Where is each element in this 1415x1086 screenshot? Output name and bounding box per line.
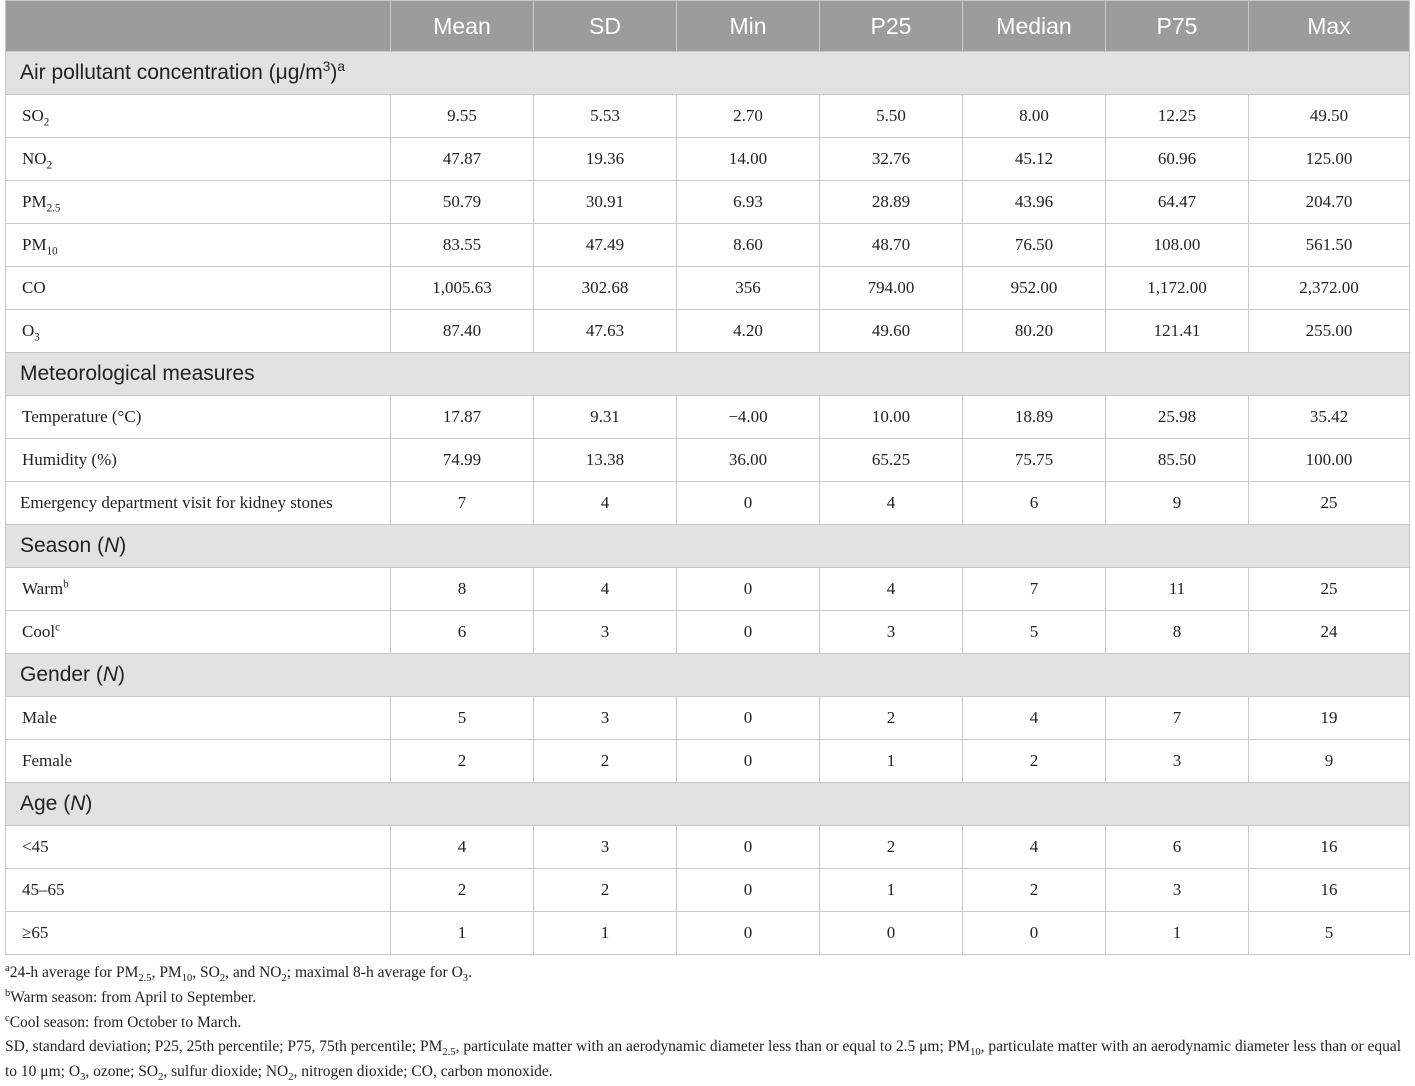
cell-p25: 4	[820, 482, 963, 525]
cell-min: 0	[677, 826, 820, 869]
row-label: 45–65	[6, 869, 391, 912]
cell-p25: 1	[820, 869, 963, 912]
header-cell-sd: SD	[534, 1, 677, 52]
table-row	[6, 396, 1410, 439]
table-row	[6, 912, 1410, 955]
footnote-c: $^c$Cool season: from October to March.	[5, 1012, 242, 1031]
cell-median: 6	[963, 482, 1106, 525]
cell-p25: 2	[820, 826, 963, 869]
cell-max: 2,372.00	[1249, 267, 1410, 310]
cell-median: 45.12	[963, 138, 1106, 181]
table-row	[6, 181, 1410, 224]
cell-p75: 25.98	[1106, 396, 1249, 439]
cell-p25: 48.70	[820, 224, 963, 267]
table-row	[6, 224, 1410, 267]
cell-sd: 1	[534, 912, 677, 955]
cell-p75: 3	[1106, 869, 1249, 912]
header-cell-mean: Mean	[391, 1, 534, 52]
cell-max: 19	[1249, 697, 1410, 740]
footnote-abbreviations: SD, standard deviation; P25, 25th percentile; P75, 75th percentile; $PM_{2.5}$, particulate matter with an aerodynamic diameter less than or equal to 2.5 μm; $PM_{10}$, particulate matter with an aerodynamic diameter less than or equal to 10 μm; $O_3$, ozone; $SO_2$, sulfur dioxide; $NO_2$, nitrogen dioxide; CO, carbon monoxide.	[5, 1038, 1402, 1084]
cell-p25: 2	[820, 697, 963, 740]
section-title: Age (N)	[6, 783, 1410, 826]
cell-p25: 1	[820, 740, 963, 783]
section-title: Air pollutant concentration $(\mu g/m^3)^a$	[6, 52, 1410, 95]
cell-median: 8.00	[963, 95, 1106, 138]
cell-p75: 108.00	[1106, 224, 1249, 267]
cell-max: 5	[1249, 912, 1410, 955]
cell-p75: 6	[1106, 826, 1249, 869]
cell-median: 2	[963, 740, 1106, 783]
cell-sd: 4	[534, 568, 677, 611]
cell-min: 0	[677, 740, 820, 783]
cell-p25: 794.00	[820, 267, 963, 310]
cell-mean: 1,005.63	[391, 267, 534, 310]
row-label: Humidity (%)	[6, 439, 391, 482]
cell-p75: 60.96	[1106, 138, 1249, 181]
cell-p25: 49.60	[820, 310, 963, 353]
cell-median: 80.20	[963, 310, 1106, 353]
cell-min: 0	[677, 568, 820, 611]
cell-mean: 87.40	[391, 310, 534, 353]
row-label: $NO_2$	[6, 138, 391, 181]
cell-min: 8.60	[677, 224, 820, 267]
cell-sd: 5.53	[534, 95, 677, 138]
cell-max: 255.00	[1249, 310, 1410, 353]
table-footnotes	[5, 961, 1409, 1085]
cell-max: 25	[1249, 482, 1410, 525]
cell-mean: 1	[391, 912, 534, 955]
header-cell-blank	[6, 1, 391, 52]
table-row	[6, 568, 1410, 611]
cell-median: 4	[963, 826, 1106, 869]
table-row	[6, 740, 1410, 783]
cell-mean: 5	[391, 697, 534, 740]
cell-min: 0	[677, 482, 820, 525]
cell-p75: 85.50	[1106, 439, 1249, 482]
cell-mean: 4	[391, 826, 534, 869]
cell-median: 4	[963, 697, 1106, 740]
cell-p75: 7	[1106, 697, 1249, 740]
cell-mean: 8	[391, 568, 534, 611]
cell-mean: 47.87	[391, 138, 534, 181]
cell-p75: 1	[1106, 912, 1249, 955]
header-cell-max: Max	[1249, 1, 1410, 52]
cell-max: 204.70	[1249, 181, 1410, 224]
cell-sd: 3	[534, 826, 677, 869]
row-label: $SO_2$	[6, 95, 391, 138]
cell-median: 18.89	[963, 396, 1106, 439]
cell-min: 0	[677, 611, 820, 654]
cell-min: 0	[677, 697, 820, 740]
cell-min: 356	[677, 267, 820, 310]
row-label: CO	[6, 267, 391, 310]
cell-max: 35.42	[1249, 396, 1410, 439]
header-row	[6, 1, 1410, 52]
section-row-season	[6, 525, 1410, 568]
cell-sd: 13.38	[534, 439, 677, 482]
table-row	[6, 869, 1410, 912]
cell-p25: 5.50	[820, 95, 963, 138]
cell-min: −4.00	[677, 396, 820, 439]
cell-max: 125.00	[1249, 138, 1410, 181]
table-row	[6, 439, 1410, 482]
cell-sd: 9.31	[534, 396, 677, 439]
header-cell-p25: P25	[820, 1, 963, 52]
cell-p75: 64.47	[1106, 181, 1249, 224]
row-label: Cool$^c$	[6, 611, 391, 654]
footnote-b: $^b$Warm season: from April to September.	[5, 987, 257, 1006]
section-title: Meteorological measures	[6, 353, 1410, 396]
table-row	[6, 267, 1410, 310]
cell-mean: 50.79	[391, 181, 534, 224]
header-cell-p75: P75	[1106, 1, 1249, 52]
cell-mean: 17.87	[391, 396, 534, 439]
row-label: <45	[6, 826, 391, 869]
table-row	[6, 697, 1410, 740]
cell-min: 14.00	[677, 138, 820, 181]
cell-p75: 3	[1106, 740, 1249, 783]
header-cell-median: Median	[963, 1, 1106, 52]
row-label: Male	[6, 697, 391, 740]
statistics-table	[5, 0, 1410, 955]
cell-p25: 10.00	[820, 396, 963, 439]
table-row	[6, 95, 1410, 138]
cell-p75: 121.41	[1106, 310, 1249, 353]
cell-max: 100.00	[1249, 439, 1410, 482]
cell-mean: 6	[391, 611, 534, 654]
cell-mean: 74.99	[391, 439, 534, 482]
cell-p25: 3	[820, 611, 963, 654]
cell-sd: 302.68	[534, 267, 677, 310]
cell-p25: 0	[820, 912, 963, 955]
section-row-meteorological	[6, 353, 1410, 396]
cell-sd: 4	[534, 482, 677, 525]
cell-min: 6.93	[677, 181, 820, 224]
row-label: $O_3$	[6, 310, 391, 353]
cell-max: 561.50	[1249, 224, 1410, 267]
cell-median: 0	[963, 912, 1106, 955]
cell-max: 9	[1249, 740, 1410, 783]
cell-median: 7	[963, 568, 1106, 611]
table-row	[6, 138, 1410, 181]
cell-max: 16	[1249, 826, 1410, 869]
cell-p75: 12.25	[1106, 95, 1249, 138]
section-title: Season (N)	[6, 525, 1410, 568]
section-title: Gender (N)	[6, 654, 1410, 697]
cell-min: 36.00	[677, 439, 820, 482]
cell-max: 25	[1249, 568, 1410, 611]
cell-max: 49.50	[1249, 95, 1410, 138]
cell-median: 43.96	[963, 181, 1106, 224]
cell-median: 75.75	[963, 439, 1106, 482]
cell-sd: 2	[534, 869, 677, 912]
cell-min: 2.70	[677, 95, 820, 138]
cell-sd: 47.49	[534, 224, 677, 267]
section-row-gender	[6, 654, 1410, 697]
row-label: ≥65	[6, 912, 391, 955]
cell-p25: 4	[820, 568, 963, 611]
row-label: Female	[6, 740, 391, 783]
row-label: Temperature (°C)	[6, 396, 391, 439]
cell-median: 5	[963, 611, 1106, 654]
row-label: $PM_{10}$	[6, 224, 391, 267]
cell-mean: 2	[391, 740, 534, 783]
header-cell-min: Min	[677, 1, 820, 52]
cell-p75: 1,172.00	[1106, 267, 1249, 310]
cell-sd: 19.36	[534, 138, 677, 181]
cell-sd: 2	[534, 740, 677, 783]
table-row	[6, 611, 1410, 654]
cell-min: 4.20	[677, 310, 820, 353]
section-row-air-pollutants	[6, 52, 1410, 95]
cell-min: 0	[677, 869, 820, 912]
cell-p25: 32.76	[820, 138, 963, 181]
cell-sd: 30.91	[534, 181, 677, 224]
table-row	[6, 826, 1410, 869]
table-row	[6, 482, 1410, 525]
row-label: Emergency department visit for kidney stones	[6, 482, 391, 525]
cell-p25: 28.89	[820, 181, 963, 224]
section-row-age	[6, 783, 1410, 826]
cell-p75: 11	[1106, 568, 1249, 611]
cell-mean: 2	[391, 869, 534, 912]
cell-mean: 83.55	[391, 224, 534, 267]
cell-sd: 3	[534, 697, 677, 740]
cell-median: 76.50	[963, 224, 1106, 267]
cell-sd: 47.63	[534, 310, 677, 353]
row-label: $PM_{2.5}$	[6, 181, 391, 224]
row-label: Warm$^b$	[6, 568, 391, 611]
cell-p75: 8	[1106, 611, 1249, 654]
cell-p25: 65.25	[820, 439, 963, 482]
cell-p75: 9	[1106, 482, 1249, 525]
footnote-a: $^a$24-h average for $PM_{2.5}$, $PM_{10}$, $SO_2$, and $NO_2$; maximal 8-h average for $O_3$.	[5, 962, 472, 985]
cell-median: 952.00	[963, 267, 1106, 310]
cell-mean: 7	[391, 482, 534, 525]
cell-max: 16	[1249, 869, 1410, 912]
cell-min: 0	[677, 912, 820, 955]
cell-median: 2	[963, 869, 1106, 912]
cell-mean: 9.55	[391, 95, 534, 138]
cell-max: 24	[1249, 611, 1410, 654]
table-row	[6, 310, 1410, 353]
cell-sd: 3	[534, 611, 677, 654]
